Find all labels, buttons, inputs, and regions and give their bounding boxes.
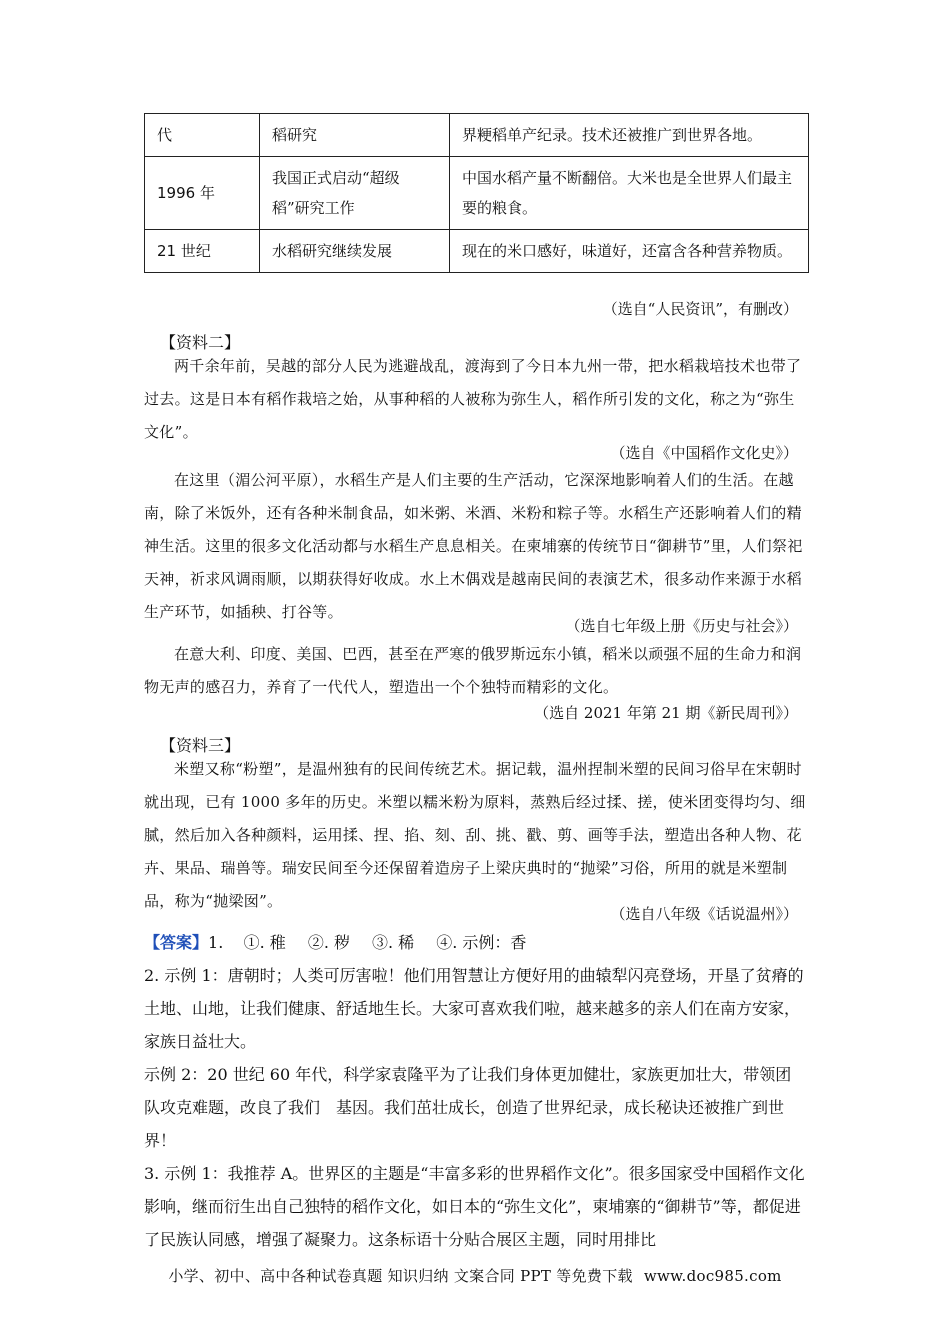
material2-paragraph-2: 在这里（湄公河平原），水稻生产是人们主要的生产活动，它深深地影响着人们的生活。在越南，除了米饭外，还有各种米制食品，如米粥、米酒、米粉和粽子等。水稻生产还影响着人们的精神生活。这里的很多文化活动都与水稻生产息息相关。在柬埔寨的传统节日“御耕节”里，人们祭祀天神，祈求风调雨顺，以期获得好收成。水上木偶戏是越南民间的表演艺术，很多动作来源于水稻生产环节，如插秧、打谷等。 [144, 471, 803, 621]
table-cell-effect: 界粳稻单产纪录。技术还被推广到世界各地。 [450, 114, 809, 157]
answer-q2-example-2: 示例 2：20 世纪 60 年代，科学家袁隆平为了让我们身体更加健壮，家族更加壮大，带领团队攻克难题，改良了我们 基因。我们茁壮成长，创造了世界纪录，成长秘诀还被推广到世界！ [144, 1065, 792, 1150]
answer-option: ③. 稀 [372, 933, 415, 952]
rice-history-table [144, 113, 809, 273]
table-cell-period: 1996 年 [145, 157, 260, 230]
answer-section [144, 926, 806, 1256]
material3-source: （选自八年级《话说温州》） [610, 905, 798, 923]
material3-paragraph: 米塑又称“粉塑”，是温州独有的民间传统艺术。据记载，温州捏制米塑的民间习俗早在宋朝时就出现，已有 1000 多年的历史。米塑以糯米粉为原料，蒸熟后经过揉、搓，使米团变得均匀、细腻，然后加入各种颜料，运用揉、捏、掐、刻、刮、挑、戳、剪、画等手法，塑造出各种人物、花卉、果品、瑞兽等。瑞安民间至今还保留着造房子上梁庆典时的“抛梁”习俗，所用的就是米塑制品，称为“抛梁囡”。 [144, 760, 806, 910]
answer-q3-example-1: 3. 示例 1：我推荐 A。世界区的主题是“丰富多彩的世界稻作文化”。很多国家受中国稻作文化影响，继而衍生出自己独特的稻作文化，如日本的“弥生文化”，柬埔寨的“御耕节”等，都促进了民族认同感，增强了凝聚力。这条标语十分贴合展区主题，同时用排比 [144, 1164, 805, 1249]
table-cell-effect: 中国水稻产量不断翻倍。大米也是全世界人们最主要的粮食。 [450, 157, 809, 230]
material2-heading: 【资料二】 [160, 333, 241, 352]
material2-paragraph-1: 两千余年前，吴越的部分人民为逃避战乱，渡海到了今日本九州一带，把水稻栽培技术也带了过去。这是日本有稻作栽培之始，从事种稻的人被称为弥生人，稻作所引发的文化，称之为“弥生文化”。 [144, 357, 802, 441]
answer-option: ②. 秽 [307, 933, 350, 952]
table-row [145, 114, 809, 157]
table-cell-event: 水稻研究继续发展 [260, 230, 450, 273]
table-source: （选自“人民资讯”，有删改） [602, 300, 798, 318]
table-cell-period: 21 世纪 [145, 230, 260, 273]
answer-q1-number: 1. [208, 933, 224, 952]
footer-text: 小学、初中、高中各种试卷真题 知识归纳 文案合同 PPT 等免费下载 [168, 1267, 633, 1285]
table-row [145, 157, 809, 230]
answer-q2-example-1: 2. 示例 1：唐朝时；人类可厉害啦！他们用智慧让方便好用的曲辕犁闪亮登场，开垦了贫瘠的土地、山地，让我们健康、舒适地生长。大家可喜欢我们啦，越来越多的亲人们在南方安家，家族日益壮大。 [144, 966, 804, 1051]
table-cell-event: 稻研究 [260, 114, 450, 157]
answer-q1 [144, 926, 806, 959]
answer-tag: 【答案】 [144, 933, 209, 952]
material2-source-2: （选自七年级上册《历史与社会》） [565, 617, 798, 635]
material2-source-1: （选自《中国稻作文化史》） [610, 444, 798, 462]
table-cell-period: 代 [145, 114, 260, 157]
page-footer [0, 1265, 950, 1286]
material3-heading: 【资料三】 [160, 736, 241, 755]
table-row [145, 230, 809, 273]
table-cell-effect: 现在的米口感好，味道好，还富含各种营养物质。 [450, 230, 809, 273]
answer-option: ④. 示例：香 [436, 933, 527, 952]
material2-source-3: （选自 2021 年第 21 期《新民周刊》） [534, 704, 798, 722]
table-cell-event: 我国正式启动“超级稻”研究工作 [260, 157, 450, 230]
answer-option: ①. 稚 [243, 933, 286, 952]
footer-url[interactable]: www.doc985.com [643, 1267, 782, 1285]
material2-paragraph-3: 在意大利、印度、美国、巴西，甚至在严寒的俄罗斯远东小镇，稻米以顽强不屈的生命力和润物无声的感召力，养育了一代代人，塑造出一个个独特而精彩的文化。 [144, 645, 802, 696]
